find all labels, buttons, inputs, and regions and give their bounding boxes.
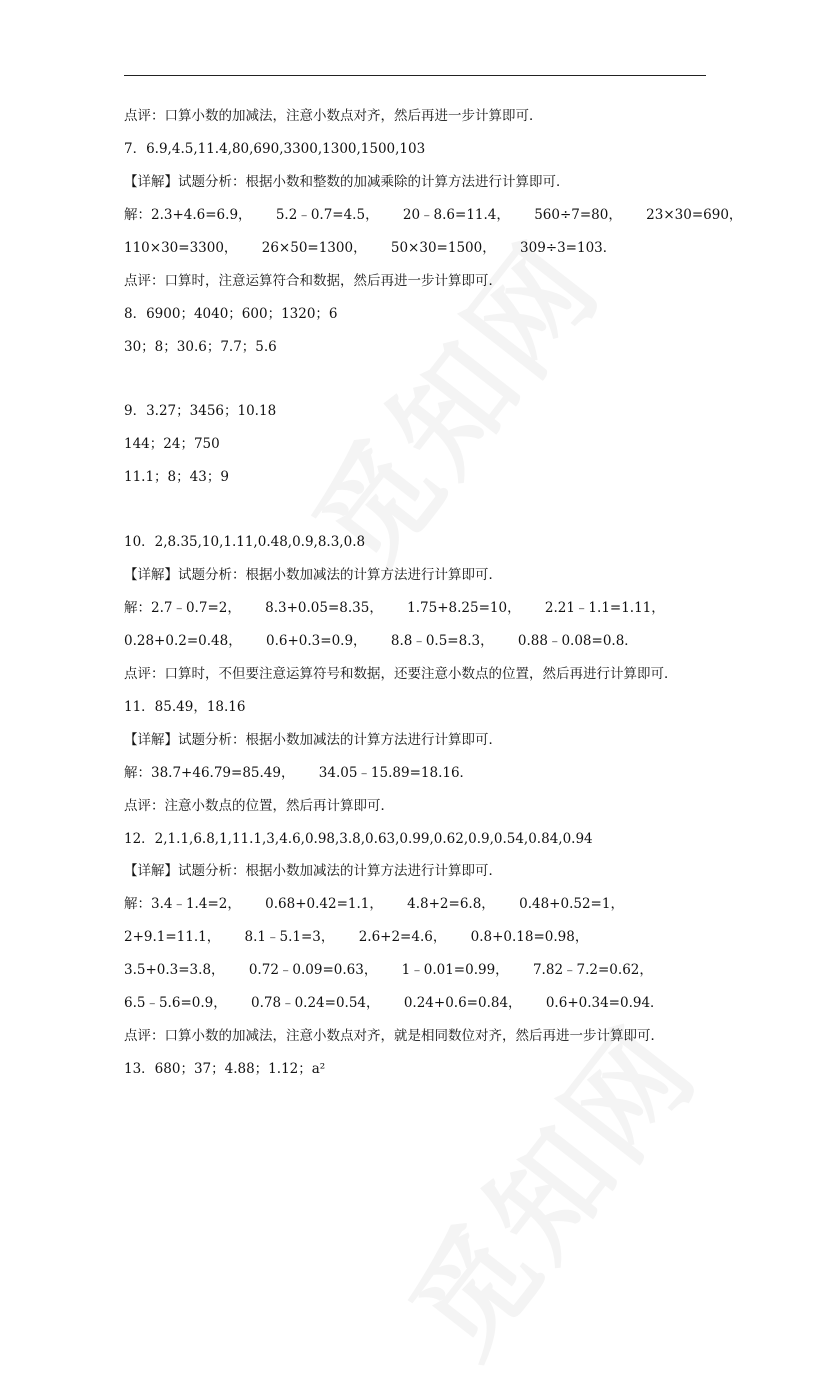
equation: 0.48+0.52=1， (519, 896, 624, 912)
watermark-bottom (365, 986, 728, 1384)
q8-answer-row1: 8．6900；4040；600；1320；6 (124, 306, 338, 322)
q12-solution-row3 (124, 961, 653, 979)
q7-solution-row1 (124, 206, 742, 224)
equation: 解：2.3+4.6=6.9， (124, 207, 252, 223)
q13-answer: 13．680；37；4.88；1.12；a² (124, 1061, 326, 1077)
q12-solution-row2 (124, 928, 588, 946)
q12-comment: 点评：口算小数的加减法，注意小数点对齐，就是相同数位对齐，然后再进一步计算即可． (124, 1028, 664, 1044)
equation: 0.78﹣0.24=0.54， (251, 995, 380, 1011)
equation: 0.24+0.6=0.84， (403, 995, 522, 1011)
q12-solution-row4 (124, 994, 664, 1012)
q11-answer: 11．85.49，18.16 (124, 699, 246, 715)
equation: 0.6+0.34=0.94． (545, 995, 664, 1011)
q8-answer-row2: 30；8；30.6；7.7；5.6 (124, 339, 277, 355)
equation: 26×50=1300， (261, 240, 367, 256)
equation: 0.72﹣0.09=0.63， (248, 962, 378, 978)
q7-answer: 7．6.9,4.5,11.4,80,690,3300,1300,1500,103 (124, 141, 426, 157)
equation: 110×30=3300， (124, 240, 238, 256)
equation: 解：2.7﹣0.7=2， (124, 600, 241, 616)
equation: 1.75+8.25=10， (407, 600, 521, 616)
equation: 0.28+0.2=0.48， (124, 633, 242, 649)
q12-analysis: 【详解】试题分析：根据小数加减法的计算方法进行计算即可． (124, 863, 502, 879)
equation: 3.5+0.3=3.8， (124, 962, 225, 978)
equation: 20﹣8.6=11.4， (402, 207, 510, 223)
q10-analysis: 【详解】试题分析：根据小数加减法的计算方法进行计算即可． (124, 567, 502, 583)
q12-answer: 12．2,1.1,6.8,1,11.1,3,4.6,0.98,3.8,0.63,0.99,0.62,0.9,0.54,0.84,0.94 (124, 831, 593, 847)
q9-answer-row1: 9．3.27；3456；10.18 (124, 403, 277, 419)
equation: 0.68+0.42=1.1， (265, 896, 383, 912)
equation: 8.3+0.05=8.35， (265, 600, 383, 616)
q10-answer: 10．2,8.35,10,1.11,0.48,0.9,8.3,0.8 (124, 534, 366, 550)
q11-solution-row1 (124, 764, 473, 782)
equation: 8.8﹣0.5=8.3， (390, 633, 494, 649)
equation: 23×30=690， (646, 207, 743, 223)
equation: 2.6+2=4.6， (358, 929, 447, 945)
equation: 8.1﹣5.1=3， (244, 929, 335, 945)
q10-comment: 点评：口算时，不但要注意运算符号和数据，还要注意小数点的位置，然后再进行计算即可． (124, 666, 678, 682)
equation: 解：3.4﹣1.4=2， (124, 896, 241, 912)
equation: 4.8+2=6.8， (407, 896, 495, 912)
header-rule (124, 75, 706, 76)
equation: 50×30=1500， (390, 240, 496, 256)
q9-answer-row2: 144；24；750 (124, 436, 220, 452)
q10-solution-row1 (124, 599, 665, 617)
watermark (268, 242, 623, 617)
q11-analysis: 【详解】试题分析：根据小数加减法的计算方法进行计算即可． (124, 732, 502, 748)
q6-comment: 点评：口算小数的加减法，注意小数点对齐，然后再进一步计算即可． (124, 108, 543, 124)
equation: 5.2﹣0.7=4.5， (275, 207, 379, 223)
equation: 560÷7=80， (534, 207, 622, 223)
equation: 0.8+0.18=0.98， (470, 929, 589, 945)
q7-solution-row2 (124, 239, 616, 257)
equation: 0.6+0.3=0.9， (266, 633, 367, 649)
q7-analysis: 【详解】试题分析：根据小数和整数的加减乘除的计算方法进行计算即可． (124, 174, 570, 190)
equation: 2+9.1=11.1， (124, 929, 221, 945)
q9-answer-row3: 11.1；8；43；9 (124, 469, 229, 485)
q10-solution-row2 (124, 632, 638, 650)
equation: 解：38.7+46.79=85.49， (124, 765, 295, 781)
equation: 1﹣0.01=0.99， (401, 962, 509, 978)
equation: 309÷3=103． (520, 240, 617, 256)
equation: 2.21﹣1.1=1.11， (544, 600, 665, 616)
equation: 7.82﹣7.2=0.62， (532, 962, 653, 978)
q12-solution-row1 (124, 895, 624, 913)
q11-comment: 点评：注意小数点的位置，然后再计算即可． (124, 798, 394, 814)
equation: 0.88﹣0.08=0.8． (517, 633, 638, 649)
equation: 34.05﹣15.89=18.16． (318, 765, 474, 781)
q7-comment: 点评：口算时，注意运算符合和数据，然后再进一步计算即可． (124, 273, 502, 289)
equation: 6.5﹣5.6=0.9， (124, 995, 227, 1011)
